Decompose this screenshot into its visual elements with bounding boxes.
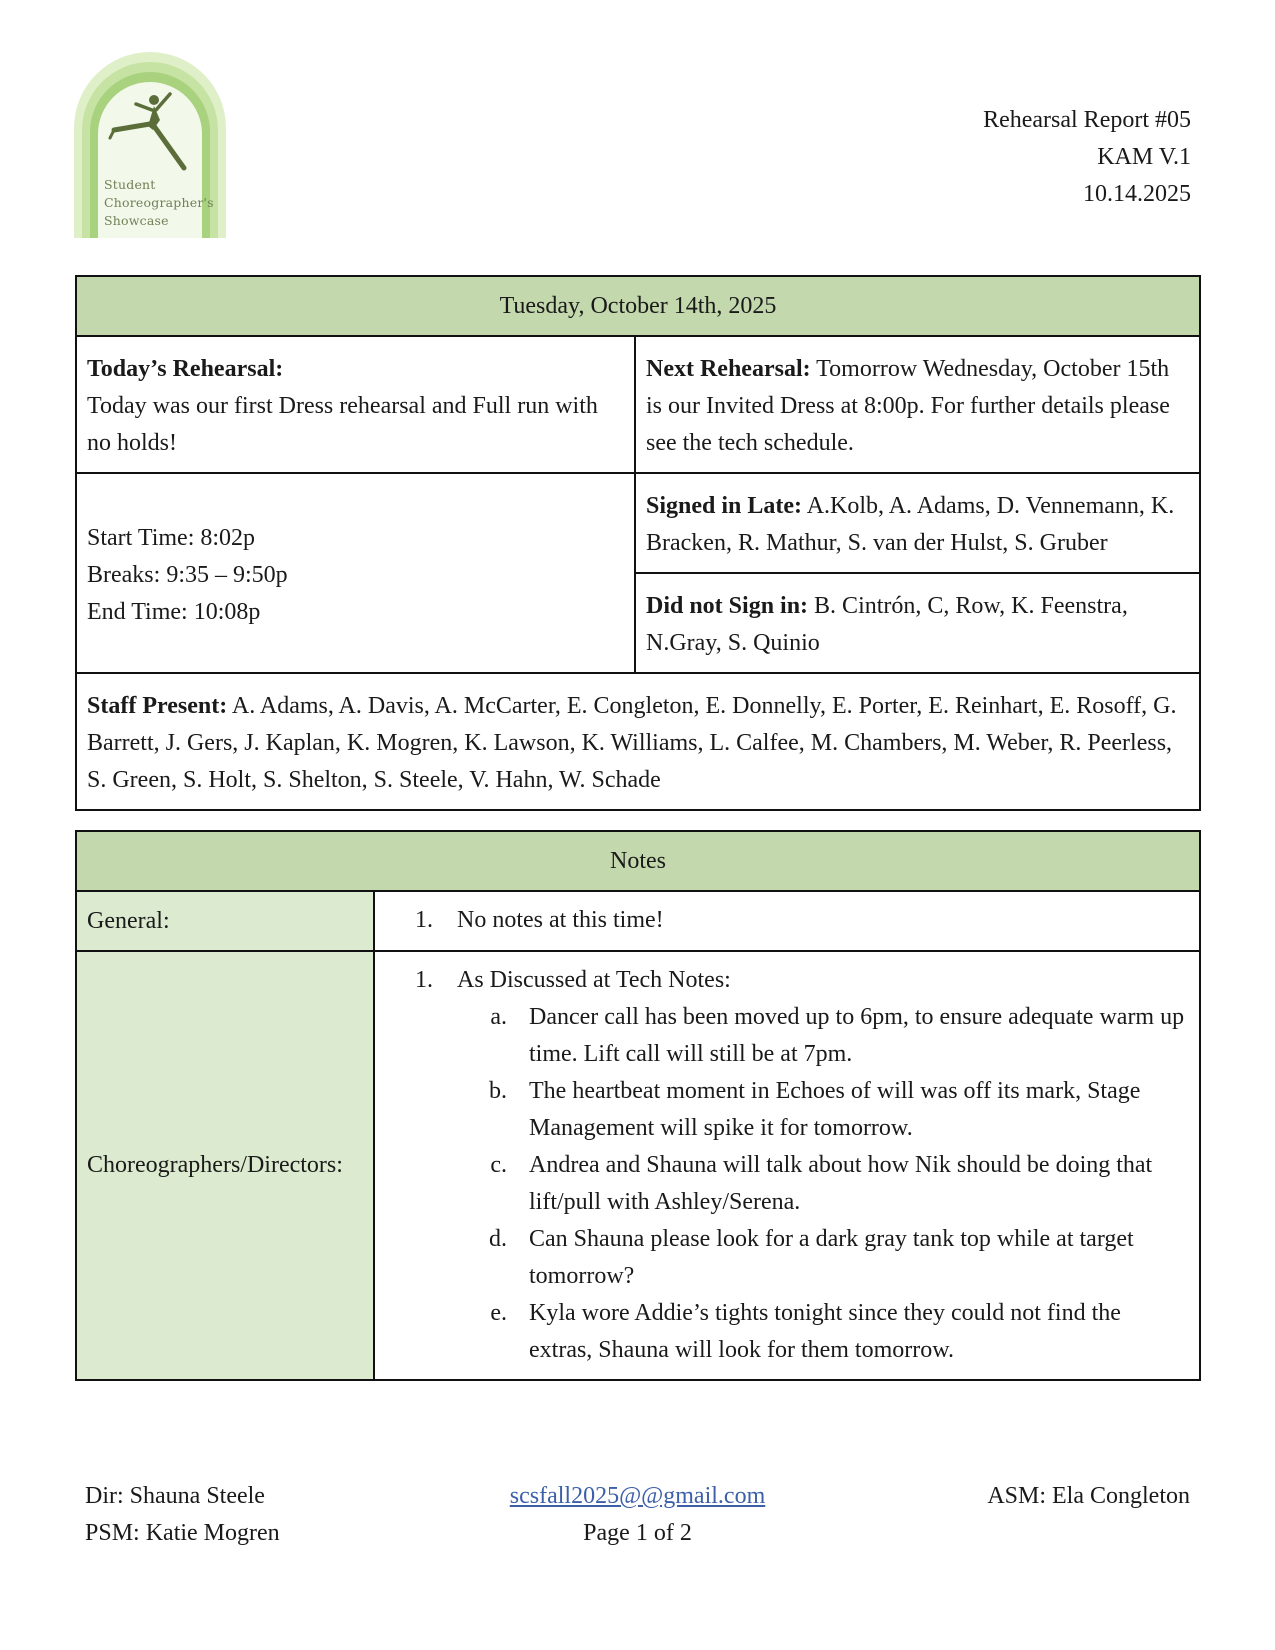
staff-present-text: A. Adams, A. Davis, A. McCarter, E. Congleton, E. Donnelly, E. Porter, E. Reinhart, E. Rosoff, G. Barrett, J. Gers, J. Kaplan, K. Mogren, K. Lawson, K. Williams, L. Calfee, M. Chambers, M. Weber, R. Peerless, S. Green, S. Holt, S. Shelton, S. Steele, V. Hahn, W. Schade [87,693,1177,793]
choreo-note-item: 1. As Discussed at Tech Notes: a. Dancer call has been moved up to 6pm, to ensure adequate warm up time. Lift call will still be at 7pm. b. The heartbeat moment in Echoes of will was off its mark, Stage Management will spike it for tomorrow. c. Andrea and Shauna will talk about how Nik should be doing that lift/pull with Ashley/Serena. d. Can Shauna please look for a dark gray tank top while at target tomorrow? e. Kyla wore Addie’s tights tonight since they could not find the extras, Shauna will look for them tomorrow. [439,962,1187,1369]
general-notes [374,891,1200,951]
todays-rehearsal-label: Today’s Rehearsal: [87,356,284,382]
choreo-subnote-c: c. Andrea and Shauna will talk about how Nik should be doing that lift/pull with Ashley/Serena. [513,1147,1187,1221]
general-note-item: 1. No notes at this time! [439,902,1187,939]
end-time: End Time: 10:08p [87,598,261,625]
report-date: 10.14.2025 [1083,181,1191,207]
todays-rehearsal-cell [76,336,635,473]
choreo-subnote-b: b. The heartbeat moment in Echoes of will was off its mark, Stage Management will spike it for tomorrow. [513,1073,1187,1147]
signed-in-late-cell [635,473,1200,573]
psm-credit: PSM: Katie Mogren [85,1520,280,1546]
did-not-sign-in-cell [635,573,1200,673]
todays-rehearsal-text: Today was our first Dress rehearsal and Full run with no holds! [87,393,598,456]
did-not-sign-in-label: Did not Sign in: [645,593,809,619]
report-version: KAM V.1 [1097,144,1191,170]
logo-wordmark: Student Choreographer's Showcase [104,177,214,228]
rehearsal-times-cell [76,473,635,673]
report-header [983,102,1191,213]
notes-table [75,830,1201,1381]
rehearsal-table [75,275,1201,811]
contact-email-link[interactable]: scsfall2025@@gmail.com [509,1483,766,1509]
rehearsal-date-header: Tuesday, October 14th, 2025 [76,276,1200,336]
notes-header: Notes [76,831,1200,891]
next-rehearsal-text: Tomorrow Wednesday, October 15th is our Invited Dress at 8:00p. For further details please see the tech schedule. [645,356,1170,456]
asm-credit: ASM: Ela Congleton [987,1483,1190,1509]
report-title: Rehearsal Report #05 [983,107,1191,133]
choreo-subnote-a: a. Dancer call has been moved up to 6pm, to ensure adequate warm up time. Lift call will still be at 7pm. [513,999,1187,1073]
signed-in-late-text: A.Kolb, A. Adams, D. Vennemann, K. Bracken, R. Mathur, S. van der Hulst, S. Gruber [645,493,1175,556]
showcase-logo [74,52,234,238]
staff-present-label: Staff Present: [87,693,228,719]
did-not-sign-in-text: B. Cintrón, C, Row, K. Feenstra, N.Gray, S. Quinio [645,593,1128,656]
page-footer [85,1478,1190,1558]
signed-in-late-label: Signed in Late: [645,493,803,519]
next-rehearsal-cell [635,336,1200,473]
general-label: General: [76,891,374,951]
staff-present-cell [76,673,1200,810]
choreo-subnote-e: e. Kyla wore Addie’s tights tonight since they could not find the extras, Shauna will look for them tomorrow. [513,1295,1187,1369]
director-credit: Dir: Shauna Steele [85,1483,265,1509]
footer-right [987,1478,1190,1515]
next-rehearsal-label: Next Rehearsal: [645,356,811,382]
page-number: Page 1 of 2 [583,1520,692,1546]
choreo-subnote-d: d. Can Shauna please look for a dark gray tank top while at target tomorrow? [513,1221,1187,1295]
breaks-time: Breaks: 9:35 – 9:50p [87,561,288,588]
start-time: Start Time: 8:02p [87,524,256,551]
choreographers-notes [374,951,1200,1380]
choreographers-label: Choreographers/Directors: [76,951,374,1380]
